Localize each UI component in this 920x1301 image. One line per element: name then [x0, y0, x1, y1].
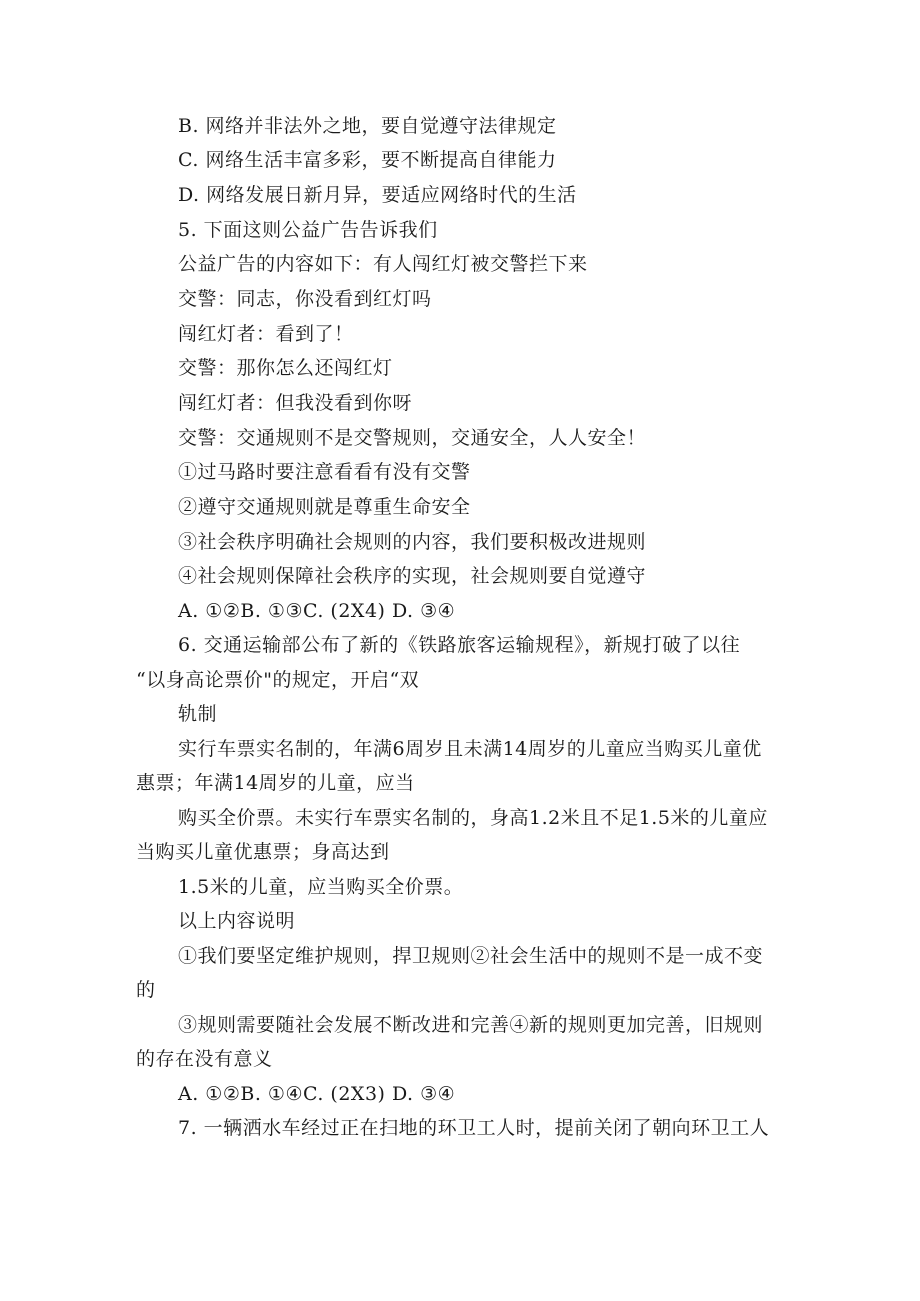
- rule-paragraph-line-2: 惠票；年满14周岁的儿童，应当: [136, 772, 415, 794]
- option-d-line: D. 网络发展日新月异，要适应网络时代的生活: [178, 184, 577, 206]
- question-7-line: 7. 一辆洒水车经过正在扫地的环卫工人时，提前关闭了朝向环卫工人: [178, 1117, 770, 1139]
- question-6-continuation-2: 轨制: [178, 703, 218, 725]
- statement-3-line: ③社会秩序明确社会规则的内容，我们要积极改进规则: [178, 531, 647, 553]
- q6-statements-line-4: 的存在没有意义: [136, 1048, 273, 1070]
- q6-statements-line-2: 的: [136, 979, 156, 1001]
- rule-paragraph-line-5: 1.5米的儿童，应当购买全价票。: [178, 876, 464, 898]
- dialogue-line-1: 交警：同志，你没看到红灯吗: [178, 288, 432, 310]
- question-6-prompt-line: 以上内容说明: [178, 910, 296, 932]
- rule-paragraph-line-1: 实行车票实名制的，年满6周岁且未满14周岁的儿童应当购买儿童优: [178, 738, 762, 760]
- statement-2-line: ②遵守交通规则就是尊重生命安全: [178, 496, 471, 518]
- dialogue-line-3: 交警：那你怎么还闯红灯: [178, 357, 393, 379]
- question-6-continuation: “以身高论票价"的规定，开启“双: [136, 669, 420, 691]
- answer-options-6-line: A. ①②B. ①④C. (2X3) D. ③④: [178, 1083, 456, 1105]
- question-6-line: 6. 交通运输部公布了新的《铁路旅客运输规程》，新规打破了以往: [178, 634, 741, 656]
- q6-statements-line-3: ③规则需要随社会发展不断改进和完善④新的规则更加完善，旧规则: [178, 1014, 764, 1036]
- answer-options-5-line: A. ①②B. ①③C. (2X4) D. ③④: [178, 600, 456, 622]
- ad-content-line: 公益广告的内容如下：有人闯红灯被交警拦下来: [178, 253, 588, 275]
- dialogue-line-4: 闯红灯者：但我没看到你呀: [178, 392, 413, 414]
- rule-paragraph-line-3: 购买全价票。未实行车票实名制的，身高1.2米且不足1.5米的儿童应: [178, 807, 768, 829]
- dialogue-line-5: 交警：交通规则不是交警规则，交通安全，人人安全！: [178, 427, 647, 449]
- statement-4-line: ④社会规则保障社会秩序的实现，社会规则要自觉遵守: [178, 565, 647, 587]
- dialogue-line-2: 闯红灯者：看到了！: [178, 323, 354, 345]
- option-b-line: B. 网络并非法外之地，要自觉遵守法律规定: [178, 115, 557, 137]
- rule-paragraph-line-4: 当购买儿童优惠票；身高达到: [136, 841, 390, 863]
- option-c-line: C. 网络生活丰富多彩，要不断提高自律能力: [178, 149, 557, 171]
- question-5-line: 5. 下面这则公益广告告诉我们: [178, 219, 438, 241]
- q6-statements-line-1: ①我们要坚定维护规则，捍卫规则②社会生活中的规则不是一成不变: [178, 945, 764, 967]
- statement-1-line: ①过马路时要注意看看有没有交警: [178, 461, 471, 483]
